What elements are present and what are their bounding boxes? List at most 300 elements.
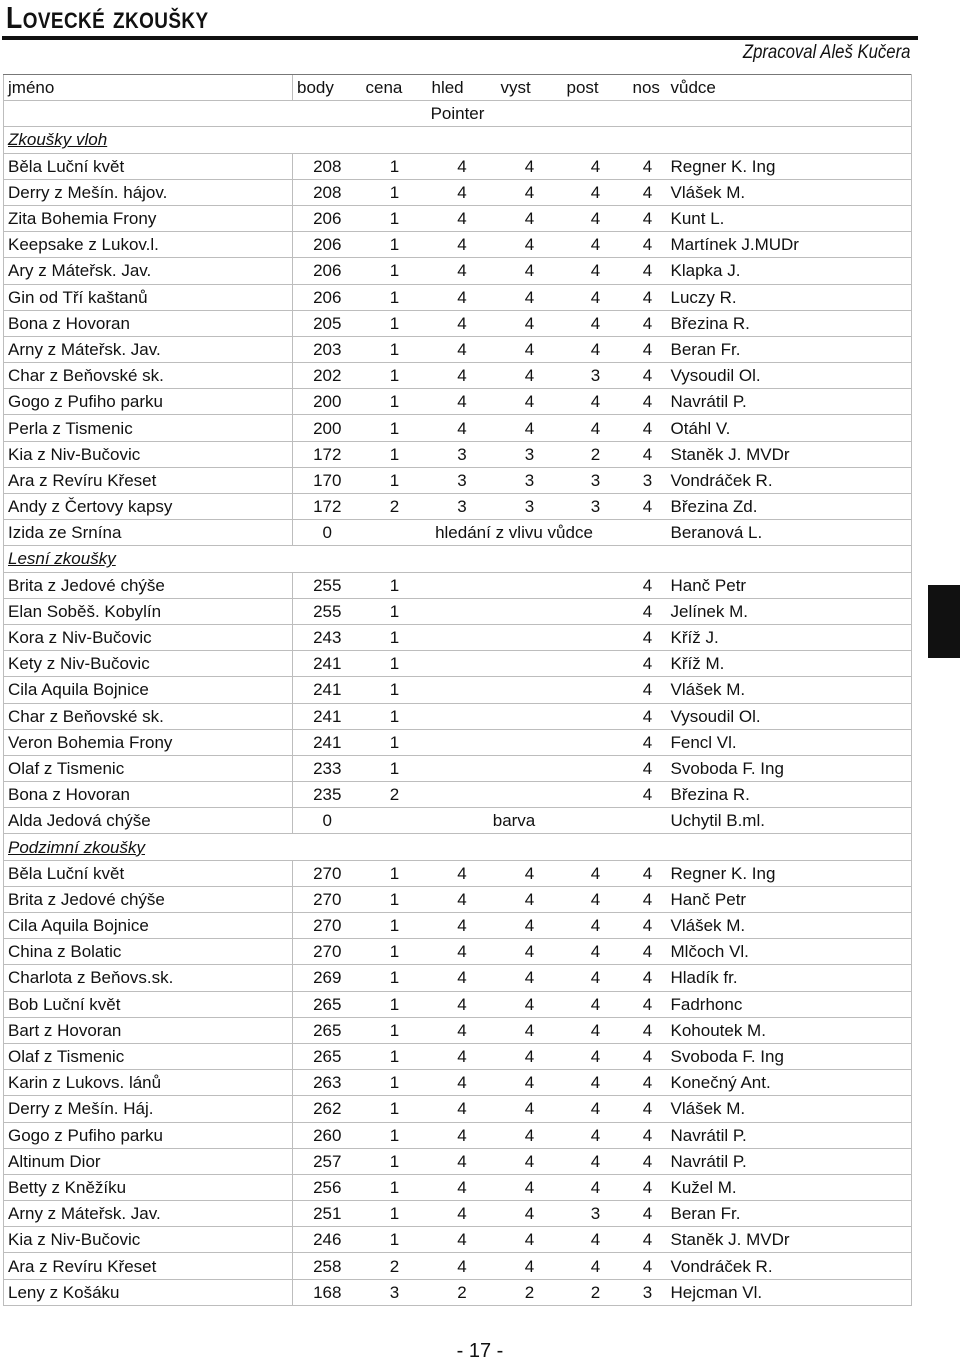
table-row [4, 1174, 912, 1200]
score-vyst [497, 755, 563, 781]
points: 270 [293, 860, 362, 886]
score-hled: 4 [457, 916, 467, 936]
handler: Regner K. Ing [667, 860, 912, 886]
column-header: nos [629, 75, 667, 101]
dog-name: Gogo z Pufiho parku [4, 389, 293, 415]
handler: Kříž J. [667, 624, 912, 650]
points: 200 [293, 389, 362, 415]
points: 246 [293, 1227, 362, 1253]
handler: Martínek J.MUDr [667, 232, 912, 258]
table-row [4, 1279, 912, 1305]
points: 172 [293, 494, 362, 520]
prize: 1 [389, 575, 400, 595]
score-post: 4 [590, 313, 601, 333]
column-header: post [563, 75, 629, 101]
handler: Vondráček R. [667, 467, 912, 493]
score-post: 4 [590, 1256, 601, 1276]
column-header: body [293, 75, 362, 101]
prize: 1 [389, 968, 400, 988]
table-row [4, 913, 912, 939]
table-row [4, 1017, 912, 1043]
score-post: 4 [590, 261, 601, 281]
prize: 1 [389, 1204, 400, 1224]
prize: 1 [389, 313, 400, 333]
score-post: 4 [590, 235, 601, 255]
score-vyst: 4 [524, 209, 535, 229]
table-row [4, 1201, 912, 1227]
handler: Otáhl V. [667, 415, 912, 441]
table-row [4, 572, 912, 598]
dog-name: China z Bolatic [4, 939, 293, 965]
handler: Vysoudil Ol. [667, 703, 912, 729]
breed-label: Pointer [4, 101, 912, 127]
score-hled: 4 [457, 235, 467, 255]
handler: Kohoutek M. [667, 1017, 912, 1043]
section-title: Lesní zkoušky [8, 549, 116, 569]
score-nos: 4 [642, 680, 653, 700]
score-post [563, 677, 629, 703]
points: 270 [293, 913, 362, 939]
prize: 1 [389, 942, 400, 962]
dog-name: Keepsake z Lukov.l. [4, 232, 293, 258]
score-hled: 4 [457, 1230, 467, 1250]
dog-name: Ara z Revíru Křeset [4, 467, 293, 493]
score-post: 4 [590, 942, 601, 962]
score-nos: 4 [642, 968, 653, 988]
points: 241 [293, 651, 362, 677]
breed-row [4, 101, 912, 127]
dog-name: Ary z Mátеřsk. Jav. [4, 258, 293, 284]
score-post: 4 [590, 1151, 601, 1171]
handler: Březina R. [667, 310, 912, 336]
column-header: jméno [4, 75, 293, 101]
handler: Svoboda F. Ing [667, 755, 912, 781]
dog-name: Zita Bohemia Frony [4, 205, 293, 231]
table-row [4, 860, 912, 886]
score-post: 4 [590, 889, 601, 909]
handler: Fencl Vl. [667, 729, 912, 755]
score-nos: 3 [642, 470, 653, 490]
handler: Vlášek M. [667, 913, 912, 939]
score-nos: 4 [642, 287, 653, 307]
score-post: 3 [590, 497, 601, 517]
points: 256 [293, 1174, 362, 1200]
points: 233 [293, 755, 362, 781]
score-nos: 4 [642, 758, 653, 778]
points: 206 [293, 258, 362, 284]
score-hled [428, 651, 497, 677]
score-nos: 4 [642, 942, 653, 962]
table-row [4, 991, 912, 1017]
score-post: 4 [590, 1020, 601, 1040]
score-vyst: 4 [524, 1256, 535, 1276]
score-hled: 4 [457, 366, 467, 386]
special-note: barva [492, 811, 536, 831]
table-row [4, 494, 912, 520]
score-post: 4 [590, 1047, 601, 1067]
prize: 1 [389, 1047, 400, 1067]
score-hled: 4 [457, 418, 467, 438]
points: 269 [293, 965, 362, 991]
points: 208 [293, 179, 362, 205]
handler: Kužel M. [667, 1174, 912, 1200]
score-hled: 4 [457, 1073, 467, 1093]
score-nos: 4 [642, 1125, 653, 1145]
table-row [4, 598, 912, 624]
score-nos: 4 [642, 418, 653, 438]
header-row [4, 75, 912, 101]
score-vyst: 4 [524, 1020, 535, 1040]
handler: Vondráček R. [667, 1253, 912, 1279]
score-hled: 4 [457, 968, 467, 988]
dog-name: Brita z Jedové chýše [4, 572, 293, 598]
score-post: 4 [590, 1125, 601, 1145]
author-credit: Zpracoval Aleš Kučera [742, 42, 910, 63]
table-row [4, 755, 912, 781]
dog-name: Izida ze Srnína [4, 520, 293, 546]
points: 270 [293, 939, 362, 965]
score-hled: 3 [457, 444, 467, 464]
handler: Konečný Ant. [667, 1070, 912, 1096]
score-nos: 4 [642, 366, 653, 386]
score-nos: 4 [642, 313, 653, 333]
score-vyst: 4 [524, 1125, 535, 1145]
handler: Klapka J. [667, 258, 912, 284]
points: 257 [293, 1148, 362, 1174]
score-vyst [497, 598, 563, 624]
dog-name: Cila Aquila Bojnice [4, 913, 293, 939]
prize: 1 [389, 758, 400, 778]
table-row [4, 389, 912, 415]
prize: 1 [389, 1099, 400, 1119]
handler: Hanč Petr [667, 572, 912, 598]
prize: 3 [389, 1282, 400, 1302]
score-post: 4 [590, 968, 601, 988]
dog-name: Charlota z Beňovs.sk. [4, 965, 293, 991]
points: 172 [293, 441, 362, 467]
points: 0 [293, 808, 362, 834]
score-hled [428, 755, 497, 781]
table-row [4, 258, 912, 284]
score-nos: 4 [642, 1151, 653, 1171]
column-header: cena [362, 75, 428, 101]
prize: 1 [389, 1073, 400, 1093]
points: 0 [293, 520, 362, 546]
results-table [3, 74, 912, 1306]
score-hled [428, 703, 497, 729]
handler: Kříž M. [667, 651, 912, 677]
dog-name: Olaf z Tismenic [4, 755, 293, 781]
table-row [4, 651, 912, 677]
score-hled: 4 [457, 1125, 467, 1145]
points: 205 [293, 310, 362, 336]
score-nos: 4 [642, 1073, 653, 1093]
points: 200 [293, 415, 362, 441]
score-vyst: 4 [524, 182, 535, 202]
dog-name: Elan Soběš. Kobylín [4, 598, 293, 624]
score-vyst [497, 782, 563, 808]
table-row-special [4, 808, 912, 834]
table-row [4, 1096, 912, 1122]
dog-name: Arny z Mátеřsk. Jav. [4, 336, 293, 362]
handler: Luczy R. [667, 284, 912, 310]
prize: 1 [389, 366, 400, 386]
score-vyst: 4 [524, 1230, 535, 1250]
score-nos: 4 [642, 1204, 653, 1224]
prize: 1 [389, 680, 400, 700]
score-nos: 4 [642, 1047, 653, 1067]
score-post: 4 [590, 418, 601, 438]
dog-name: Gogo z Pufiho parku [4, 1122, 293, 1148]
handler: Fadrhonc [667, 991, 912, 1017]
dog-name: Bona z Hovoran [4, 310, 293, 336]
score-vyst: 4 [524, 261, 535, 281]
points: 243 [293, 624, 362, 650]
prize: 1 [389, 261, 400, 281]
handler: Beran Fr. [667, 336, 912, 362]
score-vyst: 4 [524, 313, 535, 333]
prize: 1 [389, 470, 400, 490]
score-hled: 4 [457, 261, 467, 281]
score-vyst: 4 [524, 1099, 535, 1119]
score-nos: 4 [642, 889, 653, 909]
points: 241 [293, 729, 362, 755]
score-vyst: 4 [524, 994, 535, 1014]
points: 170 [293, 467, 362, 493]
score-vyst: 4 [524, 418, 535, 438]
section-cell [4, 127, 912, 153]
title-rule [2, 36, 918, 40]
score-hled: 4 [457, 1256, 467, 1276]
score-vyst: 2 [524, 1282, 535, 1302]
table-row [4, 467, 912, 493]
table-row [4, 939, 912, 965]
score-post: 2 [590, 444, 601, 464]
handler: Kunt L. [667, 205, 912, 231]
table-row [4, 782, 912, 808]
score-nos: 4 [642, 182, 653, 202]
prize: 1 [389, 863, 400, 883]
score-vyst: 4 [524, 1204, 535, 1224]
score-hled: 4 [457, 863, 467, 883]
score-hled: 4 [457, 392, 467, 412]
dog-name: Derry z Mešín. Háj. [4, 1096, 293, 1122]
score-vyst: 4 [524, 287, 535, 307]
score-hled: 4 [457, 1151, 467, 1171]
handler: Vlášek M. [667, 677, 912, 703]
page-number: - 17 - [456, 1340, 504, 1362]
section-title: Podzimní zkoušky [8, 837, 145, 857]
points: 208 [293, 153, 362, 179]
score-vyst: 4 [524, 1151, 535, 1171]
points: 260 [293, 1122, 362, 1148]
prize: 1 [389, 916, 400, 936]
score-hled: 3 [457, 470, 467, 490]
score-hled [428, 677, 497, 703]
score-post: 4 [590, 1073, 601, 1093]
score-hled: 4 [457, 209, 467, 229]
prize: 1 [389, 209, 400, 229]
dog-name: Cila Aquila Bojnice [4, 677, 293, 703]
prize: 1 [389, 418, 400, 438]
handler: Svoboda F. Ing [667, 1043, 912, 1069]
table-row [4, 1227, 912, 1253]
score-post: 4 [590, 1177, 601, 1197]
score-nos: 4 [642, 209, 653, 229]
score-vyst: 3 [524, 497, 535, 517]
table-row [4, 624, 912, 650]
table-row [4, 703, 912, 729]
score-nos: 4 [642, 785, 653, 805]
handler: Uchytil B.ml. [667, 808, 912, 834]
prize: 1 [389, 601, 400, 621]
points: 235 [293, 782, 362, 808]
handler: Jelínek M. [667, 598, 912, 624]
score-hled: 4 [457, 942, 467, 962]
score-hled [428, 598, 497, 624]
points: 206 [293, 284, 362, 310]
dog-name: Gin od Tří kaštanů [4, 284, 293, 310]
handler: Březina R. [667, 782, 912, 808]
score-nos: 4 [642, 863, 653, 883]
score-post [563, 651, 629, 677]
handler: Vlášek M. [667, 179, 912, 205]
score-hled: 2 [457, 1282, 467, 1302]
score-hled: 4 [457, 1177, 467, 1197]
score-hled: 4 [457, 1204, 467, 1224]
score-vyst [497, 651, 563, 677]
prize: 1 [389, 654, 400, 674]
score-post: 4 [590, 1230, 601, 1250]
score-hled: 4 [457, 182, 467, 202]
score-nos: 4 [642, 1230, 653, 1250]
table-row [4, 1043, 912, 1069]
score-vyst: 4 [524, 366, 535, 386]
column-header: hled [428, 75, 497, 101]
score-nos: 4 [642, 261, 653, 281]
table-row [4, 886, 912, 912]
score-post [563, 703, 629, 729]
score-nos: 4 [642, 628, 653, 648]
handler: Hladík fr. [667, 965, 912, 991]
column-header: vůdce [667, 75, 912, 101]
points: 251 [293, 1201, 362, 1227]
dog-name: Betty z Kněžíku [4, 1174, 293, 1200]
table-row [4, 1122, 912, 1148]
score-vyst: 4 [524, 1073, 535, 1093]
score-nos: 3 [642, 1282, 653, 1302]
score-hled: 4 [457, 889, 467, 909]
table-row [4, 310, 912, 336]
handler: Vlášek M. [667, 1096, 912, 1122]
score-post: 4 [590, 182, 601, 202]
section-cell [4, 834, 912, 860]
score-hled: 4 [457, 156, 467, 176]
score-post [563, 755, 629, 781]
handler: Březina Zd. [667, 494, 912, 520]
handler: Staněk J. MVDr [667, 441, 912, 467]
dog-name: Kora z Niv-Bučovic [4, 624, 293, 650]
section-row [4, 546, 912, 572]
score-post: 4 [590, 392, 601, 412]
dog-name: Char z Beňovské sk. [4, 363, 293, 389]
handler: Beranová L. [667, 520, 912, 546]
prize: 1 [389, 156, 400, 176]
score-nos: 4 [642, 156, 653, 176]
score-vyst [497, 677, 563, 703]
prize: 1 [389, 706, 400, 726]
score-post: 4 [590, 287, 601, 307]
score-post: 4 [590, 209, 601, 229]
score-nos: 4 [642, 392, 653, 412]
dog-name: Kety z Niv-Bučovic [4, 651, 293, 677]
table-row [4, 1253, 912, 1279]
table-row [4, 363, 912, 389]
score-vyst: 4 [524, 156, 535, 176]
score-vyst: 4 [524, 968, 535, 988]
score-nos: 4 [642, 1020, 653, 1040]
score-nos: 4 [642, 339, 653, 359]
points: 202 [293, 363, 362, 389]
score-hled: 4 [457, 1099, 467, 1119]
score-post: 4 [590, 1099, 601, 1119]
points: 265 [293, 1017, 362, 1043]
table-row [4, 1148, 912, 1174]
score-post [563, 782, 629, 808]
score-nos: 4 [642, 1256, 653, 1276]
points: 203 [293, 336, 362, 362]
page-title: Lovecké zkoušky [6, 0, 209, 35]
dog-name: Andy z Čertovy kapsy [4, 494, 293, 520]
score-post: 3 [590, 1204, 601, 1224]
points: 258 [293, 1253, 362, 1279]
score-post: 3 [590, 366, 601, 386]
prize: 1 [389, 1177, 400, 1197]
handler: Vysoudil Ol. [667, 363, 912, 389]
score-hled [428, 782, 497, 808]
prize: 1 [389, 287, 400, 307]
prize: 1 [389, 444, 400, 464]
points: 270 [293, 886, 362, 912]
dog-name: Derry z Mešín. hájov. [4, 179, 293, 205]
score-nos: 4 [642, 706, 653, 726]
column-header: vyst [497, 75, 563, 101]
score-vyst: 4 [524, 392, 535, 412]
table-row [4, 153, 912, 179]
points: 168 [293, 1279, 362, 1305]
section-cell [4, 546, 912, 572]
score-post: 4 [590, 339, 601, 359]
score-vyst: 4 [524, 942, 535, 962]
score-vyst [497, 729, 563, 755]
prize: 1 [389, 1020, 400, 1040]
score-post [563, 572, 629, 598]
score-hled: 4 [457, 313, 467, 333]
prize: 1 [389, 339, 400, 359]
prize: 1 [389, 1151, 400, 1171]
table-row [4, 729, 912, 755]
prize: 1 [389, 1125, 400, 1145]
dog-name: Alda Jedová chýše [4, 808, 293, 834]
side-tab-marker [928, 585, 960, 658]
score-nos: 4 [642, 916, 653, 936]
score-vyst: 4 [524, 1047, 535, 1067]
points: 206 [293, 205, 362, 231]
handler: Beran Fr. [667, 1201, 912, 1227]
score-nos: 4 [642, 575, 653, 595]
dog-name: Altinum Dior [4, 1148, 293, 1174]
dog-name: Karin z Lukovs. lánů [4, 1070, 293, 1096]
